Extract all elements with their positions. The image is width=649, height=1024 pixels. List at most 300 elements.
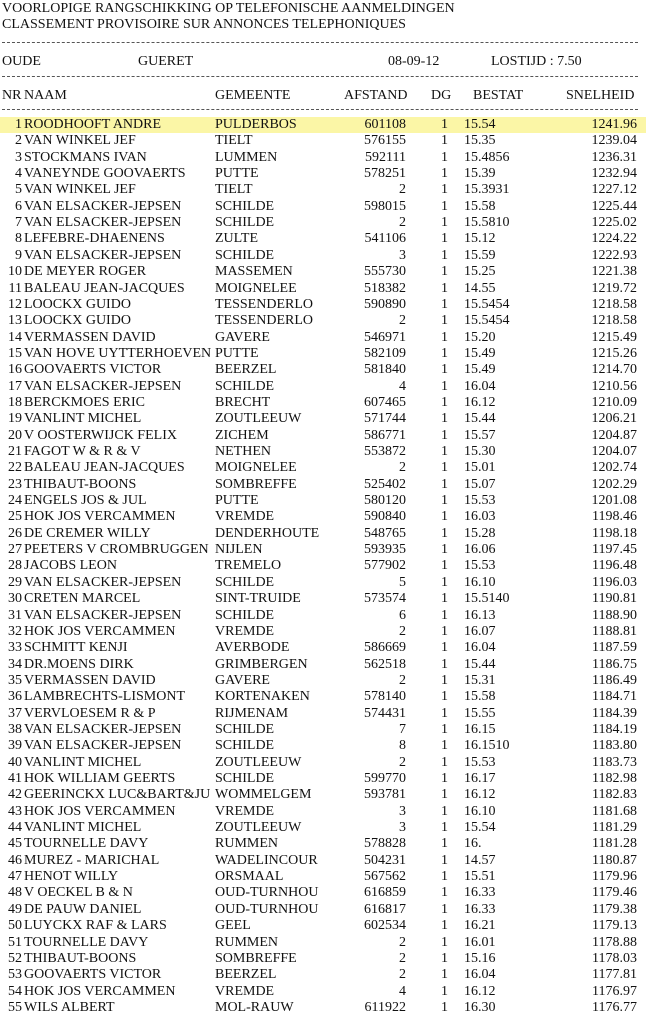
table-row (0, 608, 646, 624)
cell-bestat: 15.44 (464, 411, 496, 427)
cell-bestat: 15.5454 (464, 313, 510, 329)
cell-naam: VAN WINKEL JEF (24, 182, 136, 198)
cell-gemeente: RIJMENAM (215, 705, 289, 721)
cell-snelheid: 1176.77 (592, 999, 637, 1015)
cell-dg: 1 (441, 215, 448, 231)
cell-snelheid: 1204.87 (591, 427, 637, 443)
cell-gemeente: OUD-TURNHOU (215, 885, 319, 901)
cell-afstand: 586771 (364, 427, 406, 443)
cell-dg: 1 (441, 542, 448, 558)
cell-dg: 1 (441, 754, 448, 770)
cell-dg: 1 (441, 771, 448, 786)
cell-gemeente: GEEL (215, 918, 251, 934)
cell-dg: 1 (441, 656, 448, 672)
table-row (0, 166, 646, 182)
cell-dg: 1 (441, 885, 448, 901)
cell-naam: VANLINT MICHEL (24, 820, 142, 836)
cell-bestat: 15.5454 (464, 296, 510, 312)
cell-snelheid: 1197.45 (592, 542, 637, 558)
cell-bestat: 16.03 (464, 509, 496, 525)
cell-gemeente: MOL-RAUW (215, 999, 294, 1015)
cell-bestat: 15.59 (464, 247, 496, 263)
cell-dg: 1 (441, 574, 448, 590)
cell-gemeente: MASSEMEN (215, 264, 293, 280)
cell-nr: 30 (8, 591, 22, 607)
table-row (0, 248, 646, 264)
table-row (0, 869, 646, 885)
cell-nr: 35 (8, 672, 22, 688)
table-row (0, 885, 646, 901)
table-row (0, 411, 646, 427)
cell-naam: BALEAU JEAN-JACQUES (24, 460, 185, 476)
cell-snelheid: 1221.38 (591, 264, 637, 280)
cell-afstand: 592111 (365, 149, 406, 165)
cell-dg: 1 (441, 476, 448, 492)
cell-bestat: 15.54 (464, 820, 496, 836)
table-row (0, 477, 646, 493)
cell-bestat: 15.53 (464, 558, 496, 574)
cell-gemeente: SCHILDE (215, 574, 275, 590)
cell-naam: HOK WILLIAM GEERTS (24, 771, 176, 786)
cell-gemeente: SCHILDE (215, 378, 275, 394)
cell-snelheid: 1184.71 (592, 689, 637, 705)
cell-naam: ROODHOOFT ANDRE (24, 117, 162, 132)
cell-snelheid: 1179.46 (592, 885, 637, 901)
cell-nr: 29 (8, 574, 22, 590)
cell-naam: V OECKEL B & N (24, 885, 133, 901)
cell-nr: 3 (15, 149, 22, 165)
col-nr: NR (2, 88, 22, 103)
cell-bestat: 15.30 (464, 444, 496, 459)
cell-nr: 2 (15, 133, 22, 149)
cell-afstand: 571744 (364, 411, 406, 427)
cell-bestat: 16.17 (464, 771, 496, 786)
table-row (0, 755, 646, 771)
cell-bestat: 15.28 (464, 525, 496, 541)
cell-nr: 25 (8, 509, 22, 525)
cell-naam: DE MEYER ROGER (24, 264, 147, 280)
divider (2, 76, 638, 77)
cell-snelheid: 1227.12 (591, 182, 637, 198)
table-row (0, 460, 646, 476)
table-row (0, 918, 646, 934)
cell-afstand: 548765 (364, 525, 406, 541)
cell-snelheid: 1179.96 (592, 869, 637, 885)
cell-naam: VAN ELSACKER-JEPSEN (24, 738, 182, 754)
cell-naam: FAGOT W & R & V (24, 444, 141, 459)
cell-gemeente: SCHILDE (215, 721, 275, 737)
cell-snelheid: 1196.48 (592, 558, 637, 574)
cell-gemeente: GRIMBERGEN (215, 656, 308, 672)
table-row (0, 379, 646, 395)
cell-afstand: 525402 (364, 476, 406, 492)
cell-gemeente: VREMDE (215, 803, 275, 819)
cell-snelheid: 1184.39 (592, 705, 637, 721)
table-row (0, 493, 646, 509)
cell-snelheid: 1196.03 (592, 574, 637, 590)
cell-bestat: 15.16 (464, 950, 496, 966)
cell-nr: 18 (8, 394, 22, 410)
cell-afstand: 2 (399, 182, 406, 198)
cell-afstand: 541106 (364, 231, 406, 247)
cell-afstand: 2 (399, 623, 406, 639)
col-snelheid: SNELHEID (566, 88, 635, 103)
table-row (0, 575, 646, 591)
cell-bestat: 16.04 (464, 378, 496, 394)
table-row (0, 526, 646, 542)
cell-bestat: 16.15 (464, 721, 496, 737)
cell-naam: TOURNELLE DAVY (24, 836, 149, 852)
table-row (0, 787, 646, 803)
cell-naam: VAN ELSACKER-JEPSEN (24, 198, 182, 214)
cell-dg: 1 (441, 378, 448, 394)
cell-bestat: 15.20 (464, 329, 496, 345)
cell-naam: ENGELS JOS & JUL (24, 493, 147, 509)
cell-naam: VERMASSEN DAVID (24, 672, 156, 688)
cell-snelheid: 1198.46 (592, 509, 637, 525)
cell-nr: 15 (8, 345, 22, 361)
cell-snelheid: 1218.58 (591, 313, 637, 329)
cell-snelheid: 1181.29 (592, 820, 637, 836)
cell-bestat: 16.04 (464, 640, 496, 656)
cell-dg: 1 (441, 558, 448, 574)
cell-gemeente: PULDERBOS (215, 117, 297, 132)
cell-bestat: 16.10 (464, 574, 496, 590)
divider (2, 42, 638, 43)
cell-snelheid: 1241.96 (591, 117, 637, 132)
cell-nr: 21 (8, 444, 22, 459)
cell-snelheid: 1181.68 (592, 803, 637, 819)
cell-dg: 1 (441, 967, 448, 983)
cell-bestat: 15.57 (464, 427, 496, 443)
cell-naam: LAMBRECHTS-LISMONT (24, 689, 186, 705)
cell-gemeente: SINT-TRUIDE (215, 591, 301, 607)
cell-gemeente: SOMBREFFE (215, 476, 297, 492)
table-row (0, 640, 646, 656)
cell-bestat: 16.06 (464, 542, 496, 558)
cell-bestat: 15.25 (464, 264, 496, 280)
cell-nr: 13 (8, 313, 22, 329)
cell-nr: 41 (8, 771, 22, 786)
cell-nr: 8 (15, 231, 22, 247)
cell-snelheid: 1218.58 (591, 296, 637, 312)
col-naam: NAAM (24, 88, 67, 103)
table-row (0, 346, 646, 362)
cell-afstand: 6 (399, 607, 406, 623)
cell-bestat: 16.12 (464, 394, 496, 410)
cell-bestat: 16.33 (464, 885, 496, 901)
cell-gemeente: ZOUTLEEUW (215, 820, 302, 836)
cell-bestat: 15.51 (464, 869, 496, 885)
cell-gemeente: ZOUTLEEUW (215, 754, 302, 770)
cell-gemeente: PUTTE (215, 493, 259, 509)
cell-bestat: 15.07 (464, 476, 496, 492)
cell-afstand: 607465 (364, 394, 406, 410)
cell-snelheid: 1219.72 (591, 280, 637, 296)
table-row (0, 722, 646, 738)
cell-nr: 40 (8, 754, 22, 770)
cell-naam: GOOVAERTS VICTOR (24, 362, 162, 378)
cell-naam: VANLINT MICHEL (24, 754, 142, 770)
cell-afstand: 590890 (364, 296, 406, 312)
cell-nr: 44 (8, 820, 22, 836)
cell-dg: 1 (441, 313, 448, 329)
cell-gemeente: SCHILDE (215, 247, 275, 263)
cell-gemeente: MOIGNELEE (215, 280, 297, 296)
cell-naam: JACOBS LEON (24, 558, 117, 574)
cell-gemeente: TESSENDERLO (215, 296, 313, 312)
cell-snelheid: 1239.04 (591, 133, 637, 149)
table-row (0, 804, 646, 820)
cell-gemeente: RUMMEN (215, 934, 279, 950)
cell-gemeente: VREMDE (215, 623, 275, 639)
cell-naam: VAN ELSACKER-JEPSEN (24, 378, 182, 394)
cell-dg: 1 (441, 444, 448, 459)
cell-naam: CRETEN MARCEL (24, 591, 141, 607)
race-date: 08-09-12 (388, 54, 440, 69)
table-row (0, 657, 646, 673)
cell-gemeente: BRECHT (215, 394, 271, 410)
cell-naam: THIBAUT-BOONS (24, 950, 137, 966)
col-dg: DG (431, 88, 452, 103)
table-row (0, 591, 646, 607)
cell-snelheid: 1188.90 (592, 607, 637, 623)
table-row (0, 951, 646, 967)
cell-afstand: 582109 (364, 345, 406, 361)
cell-gemeente: MOIGNELEE (215, 460, 297, 476)
table-row (0, 771, 646, 787)
cell-bestat: 15.39 (464, 166, 496, 182)
cell-gemeente: ZOUTLEEUW (215, 411, 302, 427)
cell-naam: VAN WINKEL JEF (24, 133, 136, 149)
cell-naam: BALEAU JEAN-JACQUES (24, 280, 185, 296)
table-row (0, 117, 646, 133)
table-row (0, 281, 646, 297)
cell-nr: 4 (15, 166, 22, 182)
cell-gemeente: SCHILDE (215, 198, 275, 214)
cell-afstand: 599770 (364, 771, 406, 786)
cell-nr: 54 (8, 983, 22, 999)
cell-bestat: 16.07 (464, 623, 496, 639)
cell-snelheid: 1188.81 (592, 623, 637, 639)
cell-nr: 53 (8, 967, 22, 983)
cell-snelheid: 1210.56 (591, 378, 637, 394)
cell-snelheid: 1180.87 (592, 852, 637, 868)
cell-naam: HOK JOS VERCAMMEN (24, 983, 176, 999)
cell-naam: GOOVAERTS VICTOR (24, 967, 162, 983)
cell-naam: VAN ELSACKER-JEPSEN (24, 607, 182, 623)
cell-afstand: 574431 (364, 705, 406, 721)
cell-afstand: 4 (399, 983, 406, 999)
cell-dg: 1 (441, 394, 448, 410)
cell-bestat: 15.49 (464, 345, 496, 361)
cell-bestat: 16.04 (464, 967, 496, 983)
cell-afstand: 7 (399, 721, 406, 737)
cell-gemeente: TREMELO (215, 558, 282, 574)
cell-gemeente: ZICHEM (215, 427, 269, 443)
cell-dg: 1 (441, 607, 448, 623)
cell-dg: 1 (441, 329, 448, 345)
cell-nr: 28 (8, 558, 22, 574)
table-row (0, 542, 646, 558)
cell-naam: LOOCKX GUIDO (24, 296, 131, 312)
cell-nr: 38 (8, 721, 22, 737)
cell-snelheid: 1214.70 (591, 362, 637, 378)
table-row (0, 395, 646, 411)
cell-snelheid: 1206.21 (591, 411, 637, 427)
cell-afstand: 602534 (364, 918, 406, 934)
cell-snelheid: 1182.83 (592, 787, 637, 803)
col-gemeente: GEMEENTE (215, 88, 291, 103)
cell-nr: 17 (8, 378, 22, 394)
cell-afstand: 616859 (364, 885, 406, 901)
cell-snelheid: 1176.97 (592, 983, 637, 999)
cell-afstand: 590840 (364, 509, 406, 525)
table-row (0, 313, 646, 329)
cell-bestat: 15.4856 (464, 149, 510, 165)
cell-snelheid: 1186.75 (592, 656, 637, 672)
table-row (0, 362, 646, 378)
cell-gemeente: BEERZEL (215, 362, 277, 378)
cell-naam: MUREZ - MARICHAL (24, 852, 160, 868)
cell-nr: 46 (8, 852, 22, 868)
cell-nr: 55 (8, 999, 22, 1015)
cell-snelheid: 1222.93 (591, 247, 637, 263)
cell-dg: 1 (441, 869, 448, 885)
cell-gemeente: NIJLEN (215, 542, 263, 558)
cell-snelheid: 1177.81 (592, 967, 637, 983)
cell-bestat: 15.49 (464, 362, 496, 378)
cell-gemeente: ZULTE (215, 231, 259, 247)
cell-afstand: 546971 (364, 329, 406, 345)
cell-gemeente: TESSENDERLO (215, 313, 313, 329)
cell-nr: 47 (8, 869, 22, 885)
cell-bestat: 15.54 (464, 117, 496, 132)
cell-bestat: 16.30 (464, 999, 496, 1015)
cell-bestat: 16.01 (464, 934, 496, 950)
cell-bestat: 15.12 (464, 231, 496, 247)
cell-afstand: 580120 (364, 493, 406, 509)
cell-naam: HOK JOS VERCAMMEN (24, 803, 176, 819)
table-row (0, 689, 646, 705)
cell-nr: 42 (8, 787, 22, 803)
cell-naam: HOK JOS VERCAMMEN (24, 509, 176, 525)
table-row (0, 902, 646, 918)
table-row (0, 624, 646, 640)
table-row (0, 967, 646, 983)
cell-naam: VERVLOESEM R & P (24, 705, 156, 721)
cell-dg: 1 (441, 591, 448, 607)
race-location: GUERET (138, 54, 194, 69)
cell-snelheid: 1225.02 (591, 215, 637, 231)
table-row (0, 820, 646, 836)
table-row (0, 935, 646, 951)
cell-bestat: 16.10 (464, 803, 496, 819)
cell-afstand: 2 (399, 460, 406, 476)
cell-dg: 1 (441, 264, 448, 280)
cell-bestat: 15.44 (464, 656, 496, 672)
cell-dg: 1 (441, 738, 448, 754)
cell-afstand: 553872 (364, 444, 406, 459)
cell-snelheid: 1182.98 (592, 771, 637, 786)
table-row (0, 509, 646, 525)
col-afstand: AFSTAND (344, 88, 408, 103)
cell-afstand: 3 (399, 247, 406, 263)
cell-dg: 1 (441, 460, 448, 476)
cell-bestat: 15.35 (464, 133, 496, 149)
cell-dg: 1 (441, 999, 448, 1015)
cell-gemeente: LUMMEN (215, 149, 278, 165)
cell-dg: 1 (441, 721, 448, 737)
cell-dg: 1 (441, 950, 448, 966)
cell-gemeente: DENDERHOUTE (215, 525, 320, 541)
cell-snelheid: 1183.80 (592, 738, 637, 754)
cell-nr: 45 (8, 836, 22, 852)
cell-gemeente: GAVERE (215, 672, 270, 688)
table-row (0, 738, 646, 754)
cell-naam: VAN ELSACKER-JEPSEN (24, 247, 182, 263)
cell-nr: 1 (15, 117, 22, 132)
cell-dg: 1 (441, 509, 448, 525)
cell-nr: 16 (8, 362, 22, 378)
cell-nr: 51 (8, 934, 22, 950)
cell-afstand: 616817 (364, 901, 406, 917)
cell-snelheid: 1202.74 (591, 460, 637, 476)
cell-afstand: 573574 (364, 591, 406, 607)
cell-gemeente: PUTTE (215, 166, 259, 182)
cell-dg: 1 (441, 623, 448, 639)
cell-bestat: 16.12 (464, 983, 496, 999)
cell-naam: HENOT WILLY (24, 869, 119, 885)
cell-naam: LEFEBRE-DHAENENS (24, 231, 165, 247)
cell-snelheid: 1184.19 (592, 721, 637, 737)
cell-afstand: 562518 (364, 656, 406, 672)
cell-dg: 1 (441, 182, 448, 198)
cell-afstand: 2 (399, 672, 406, 688)
cell-nr: 14 (8, 329, 22, 345)
cell-dg: 1 (441, 198, 448, 214)
table-row (0, 558, 646, 574)
cell-dg: 1 (441, 411, 448, 427)
cell-nr: 39 (8, 738, 22, 754)
cell-bestat: 16.21 (464, 918, 496, 934)
cell-nr: 19 (8, 411, 22, 427)
cell-gemeente: OUD-TURNHOU (215, 901, 319, 917)
cell-snelheid: 1183.73 (592, 754, 637, 770)
table-row (0, 984, 646, 1000)
cell-nr: 37 (8, 705, 22, 721)
cell-naam: STOCKMANS IVAN (24, 149, 147, 165)
cell-gemeente: SOMBREFFE (215, 950, 297, 966)
title-french: CLASSEMENT PROVISOIRE SUR ANNONCES TELEPHONIQUES (2, 17, 406, 32)
cell-dg: 1 (441, 787, 448, 803)
cell-nr: 9 (15, 247, 22, 263)
cell-afstand: 586669 (364, 640, 406, 656)
cell-nr: 20 (8, 427, 22, 443)
cell-nr: 6 (15, 198, 22, 214)
divider (2, 109, 638, 110)
cell-gemeente: GAVERE (215, 329, 270, 345)
cell-bestat: 16.13 (464, 607, 496, 623)
cell-bestat: 15.53 (464, 754, 496, 770)
cell-naam: LOOCKX GUIDO (24, 313, 131, 329)
cell-naam: VANLINT MICHEL (24, 411, 142, 427)
cell-naam: THIBAUT-BOONS (24, 476, 137, 492)
cell-snelheid: 1178.88 (592, 934, 637, 950)
cell-naam: DR.MOENS DIRK (24, 656, 134, 672)
cell-nr: 36 (8, 689, 22, 705)
table-row (0, 182, 646, 198)
